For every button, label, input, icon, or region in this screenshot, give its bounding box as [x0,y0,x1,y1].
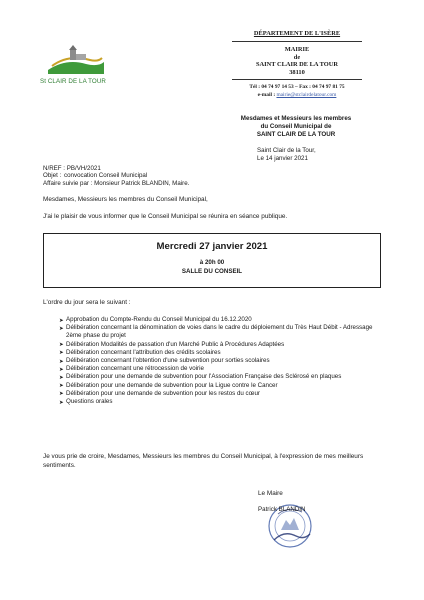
commune-name: SAINT CLAIR DE LA TOUR [255,61,339,68]
affaire-line: Affaire suivie par : Monsieur Patrick BLANDIN, Maire. [43,180,190,187]
header-divider [232,41,362,42]
recipient-line: SAINT CLAIR DE LA TOUR [256,131,336,138]
agenda-intro: L'ordre du jour sera le suivant : [43,299,131,306]
department-title: DÉPARTEMENT DE L'ISÈRE [253,30,341,37]
agenda-item-text: Délibération concernant la dénomination de voies dans le cadre du déploiement du Très Haut Débit - Adressage 2ème phase du projet [66,324,373,340]
commune-logo [46,44,106,76]
arrow-bullet-icon: ➤ [59,366,64,373]
meeting-time: à 20h 00 [199,259,225,266]
agenda-item-text: Approbation du Compte-Rendu du Conseil Municipal du 16.12.2020 [66,316,252,323]
agenda-item [59,390,379,398]
mairie-title: MAIRIE [284,46,310,53]
phone-fax: Tél : 04 74 97 14 53 – Fax : 04 74 97 81 75 [249,84,345,90]
agenda-item-text: Délibération Modalités de passation d'un Marché Public à Procédures Adaptées [66,340,285,348]
intro-paragraph: J'ai le plaisir de vous informer que le Conseil Municipal se réunira en séance publique. [43,213,288,220]
agenda-item [59,349,379,357]
reference: N/REF : PB/VH/2021 [43,165,101,172]
arrow-bullet-icon: ➤ [59,383,64,390]
signature-title: Le Maire [258,490,283,497]
postal-code: 38110 [289,69,305,76]
agenda-item-text: Délibération concernant l'attribution des crédits scolaires [66,348,221,356]
arrow-bullet-icon: ➤ [59,391,64,398]
arrow-bullet-icon: ➤ [59,399,64,406]
meeting-date: Mercredi 27 janvier 2021 [156,241,268,252]
agenda-item [59,382,379,390]
objet-label: Objet : [43,172,62,179]
recipient-line: du Conseil Municipal de [260,123,332,130]
closing-paragraph: Je vous prie de croire, Mesdames, Messieurs les membres du Conseil Municipal, à l'expression de mes meilleurs sentiments. [43,453,364,469]
signature-name: Patrick BLANDIN [258,506,306,513]
arrow-bullet-icon: ➤ [59,325,64,332]
agenda-item [59,324,379,340]
agenda-item [59,357,379,365]
meeting-room: SALLE DU CONSEIL [181,268,243,275]
arrow-bullet-icon: ➤ [59,374,64,381]
arrow-bullet-icon: ➤ [59,317,64,324]
agenda-item-text: Délibération pour une demande de subvention pour la Ligue contre le Cancer [66,381,278,389]
mairie-de: de [293,54,301,61]
agenda-item [59,365,379,373]
agenda-item [59,316,379,324]
arrow-bullet-icon: ➤ [59,350,64,357]
agenda-item-text: Délibération pour une demande de subvention pour l'Association Française des Sclérosé en plaques [66,373,342,381]
agenda-item [59,373,379,381]
arrow-bullet-icon: ➤ [59,358,64,365]
letter-date: Le 14 janvier 2021 [257,155,308,162]
agenda-item [59,341,379,349]
email-label: e-mail : [257,92,277,98]
agenda-item-text: Délibération concernant l'obtention d'une subvention pour sorties scolaires [66,357,270,365]
letter-place: Saint Clair de la Tour, [257,147,316,154]
agenda-item [59,398,379,406]
recipient-line: Mesdames et Messieurs les membres [240,115,352,122]
agenda-item-text: Délibération concernant une rétrocession de voirie [66,365,204,373]
salutation: Mesdames, Messieurs les membres du Conseil Municipal, [43,196,208,203]
contact-divider [232,79,362,80]
arrow-bullet-icon: ➤ [59,342,64,349]
agenda-item-text: Délibération pour une demande de subvention pour les restos du cœur [66,389,260,397]
email-line [232,92,362,98]
agenda-item-text: Questions orales [66,398,113,406]
agenda-list [59,316,379,406]
email-link[interactable]: mairie@stclairdelatour.com [276,92,337,98]
logo-caption: St CLAIR DE LA TOUR [40,78,106,85]
objet-value: convocation Conseil Municipal [64,172,148,179]
